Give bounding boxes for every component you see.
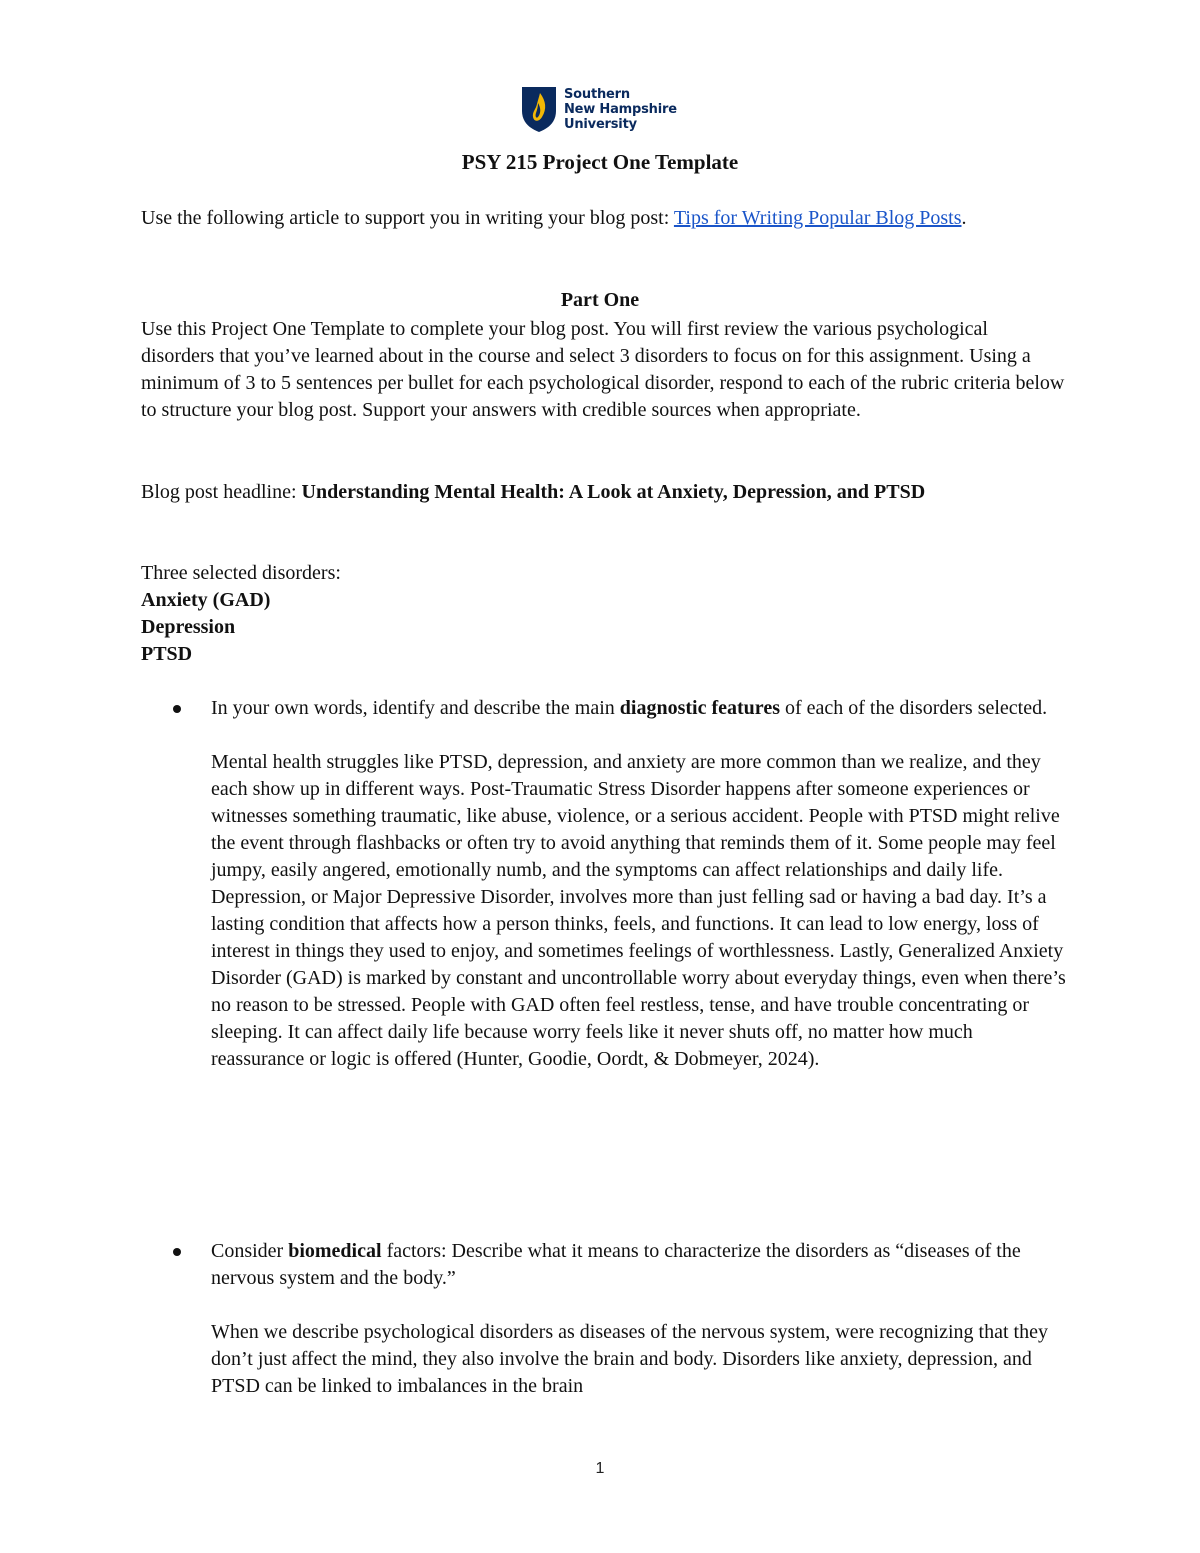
bullet-prompt-row: [141, 1238, 1071, 1292]
disorder-item: Anxiety (GAD): [141, 589, 271, 611]
prompt-text: In your own words, identify and describe the main: [211, 697, 620, 719]
intro-text: Use the following article to support you in writing your blog post:: [141, 207, 674, 229]
logo-line-3: University: [564, 116, 637, 132]
selected-disorders: [141, 560, 1071, 668]
bullet-biomedical-factors: [141, 1238, 1071, 1400]
disorder-item: PTSD: [141, 643, 193, 665]
logo-wordmark: [564, 87, 677, 132]
page-title: PSY 215 Project One Template: [461, 150, 739, 174]
bullet-prompt: [211, 1238, 1071, 1292]
disorder-item: Depression: [141, 616, 236, 638]
prompt-bold-term: diagnostic features: [619, 697, 780, 719]
intro-period: .: [961, 207, 967, 229]
headline-value: Understanding Mental Health: A Look at Anxiety, Depression, and PTSD: [301, 481, 926, 503]
prompt-text: factors: Describe what it means to characterize the disorders as “diseases of the nervous system and the body.”: [211, 1240, 1021, 1289]
intro-paragraph: [141, 205, 1071, 232]
blog-tips-link[interactable]: Tips for Writing Popular Blog Posts: [673, 207, 962, 229]
shield-flame-icon: [520, 85, 558, 133]
bullet-dot-icon: [141, 1238, 211, 1256]
disorders-label: Three selected disorders:: [141, 562, 341, 584]
bullet-answer: Mental health struggles like PTSD, depression, and anxiety are more common than we realize, and they each show up in different ways. Post-Traumatic Stress Disorder happens after someone experiences or witnesses something traumatic, like abuse, violence, or a serious accident. People with PTSD might relive the event through flashbacks or often try to avoid anything that reminds them of it. Some people may feel jumpy, easily angered, emotionally numb, and the symptoms can affect relationships and daily life. Depression, or Major Depressive Disorder, involves more than just felling sad or having a bad day. It’s a lasting condition that affects how a person thinks, feels, and functions. It can lead to low energy, loss of interest in things they used to enjoy, and sometimes feelings of worthlessness. Lastly, Generalized Anxiety Disorder (GAD) is marked by constant and uncontrollable worry about everyday things, even when there’s no reason to be stressed. People with GAD often feel restless, tense, and have trouble concentrating or sleeping. It can affect daily life because worry feels like it never shuts off, no matter how much reassurance or logic is offered (Hunter, Goodie, Oordt, & Dobmeyer, 2024).: [211, 751, 1066, 1070]
page-number: 1: [595, 1460, 605, 1477]
prompt-text: Consider: [211, 1240, 289, 1262]
bullet-dot-icon: [141, 695, 211, 713]
headline-label: Blog post headline:: [141, 481, 302, 503]
university-logo: [520, 84, 690, 134]
part-one-heading: Part One: [560, 289, 640, 311]
bullet-answer: When we describe psychological disorders as diseases of the nervous system, were recognizing that they don’t just affect the mind, they also involve the brain and body. Disorders like anxiety, depression, and PTSD can be linked to imbalances in the brain: [211, 1321, 1048, 1397]
bullet-prompt-row: [141, 695, 1071, 722]
bullet-diagnostic-features: [141, 695, 1071, 1073]
prompt-text: of each of the disorders selected.: [779, 697, 1048, 719]
part-one-description: Use this Project One Template to complete your blog post. You will first review the various psychological disorders that you’ve learned about in the course and select 3 disorders to focus on for this assignment. Using a minimum of 3 to 5 sentences per bullet for each psychological disorder, respond to each of the rubric criteria below to structure your blog post. Support your answers with credible sources when appropriate.: [141, 318, 1065, 421]
bullet-prompt: [211, 695, 1071, 722]
logo-line-1: Southern: [564, 86, 630, 102]
prompt-bold-term: biomedical: [288, 1240, 382, 1262]
logo-line-2: New Hampshire: [564, 101, 677, 117]
blog-headline: [141, 479, 1071, 506]
